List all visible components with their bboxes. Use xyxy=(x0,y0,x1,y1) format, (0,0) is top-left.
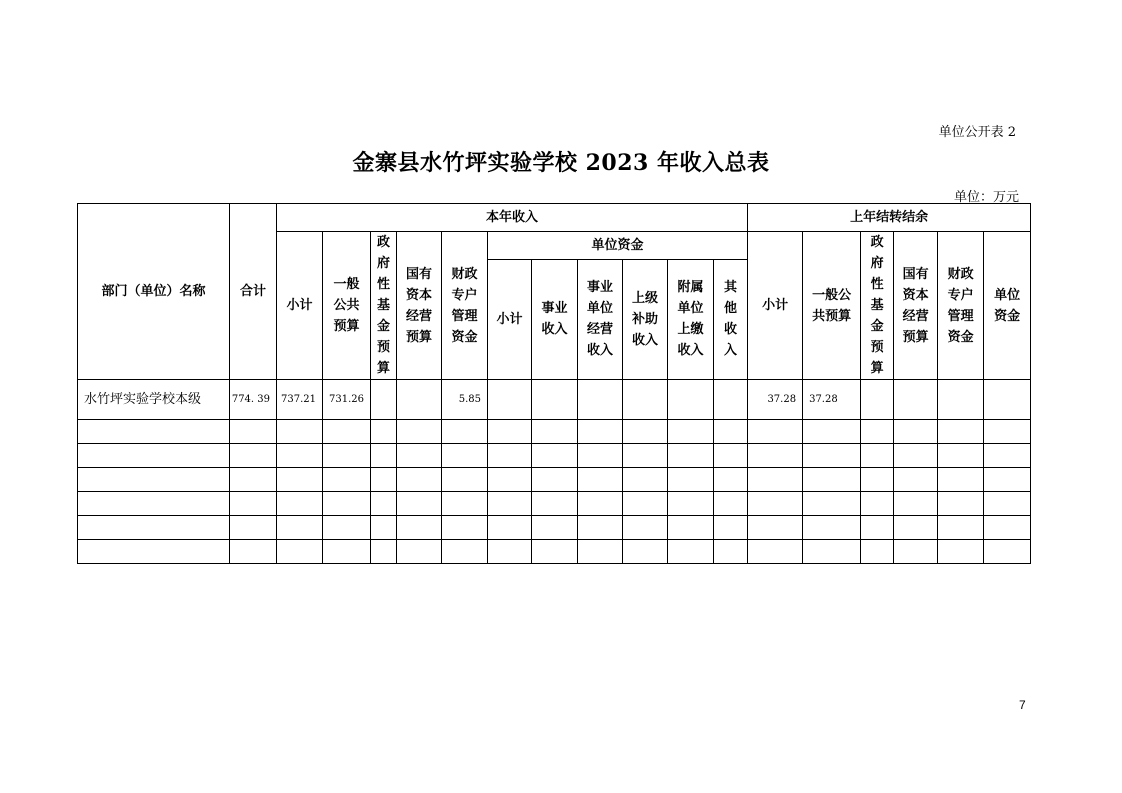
cell-fiscal-special-fund: 5.85 xyxy=(442,380,488,420)
table-row-empty xyxy=(78,540,1031,564)
table-cell-empty xyxy=(397,420,442,444)
table-cell-empty xyxy=(78,540,230,564)
table-cell-empty xyxy=(714,516,748,540)
table-cell-empty xyxy=(532,540,578,564)
table-cell-empty xyxy=(78,468,230,492)
table-cell-empty xyxy=(532,492,578,516)
header-unit-funds-subtotal: 小计 xyxy=(488,259,532,379)
table-cell-empty xyxy=(748,444,803,468)
table-cell-empty xyxy=(938,540,984,564)
table-cell-empty xyxy=(230,540,277,564)
table-cell-empty xyxy=(894,492,938,516)
table-cell-empty xyxy=(323,540,371,564)
header-operating-income: 事业单位经营收入 xyxy=(578,259,623,379)
table-cell-empty xyxy=(861,444,894,468)
table-cell-empty xyxy=(277,444,323,468)
table-cell-empty xyxy=(894,516,938,540)
table-cell-empty xyxy=(984,540,1031,564)
table-cell-empty xyxy=(668,468,714,492)
table-cell-empty xyxy=(230,420,277,444)
table-cell-empty xyxy=(861,540,894,564)
table-cell-empty xyxy=(623,444,668,468)
cell-business-income xyxy=(532,380,578,420)
table-cell-empty xyxy=(578,516,623,540)
table-cell-empty xyxy=(230,468,277,492)
table-cell-empty xyxy=(623,468,668,492)
table-cell-empty xyxy=(78,444,230,468)
cell-superior-subsidy xyxy=(623,380,668,420)
table-row-empty xyxy=(78,444,1031,468)
table-cell-empty xyxy=(803,420,861,444)
table-cell-empty xyxy=(532,444,578,468)
table-cell-empty xyxy=(442,444,488,468)
table-cell-empty xyxy=(230,516,277,540)
table-cell-empty xyxy=(623,420,668,444)
table-cell-empty xyxy=(714,468,748,492)
header-state-capital-budget: 国有资本经营预算 xyxy=(397,232,442,380)
table-cell-empty xyxy=(861,492,894,516)
table-cell-empty xyxy=(323,444,371,468)
table-cell-empty xyxy=(984,516,1031,540)
table-cell-empty xyxy=(442,492,488,516)
table-cell-empty xyxy=(578,444,623,468)
table-cell-empty xyxy=(442,540,488,564)
table-cell-empty xyxy=(277,516,323,540)
table-cell-empty xyxy=(397,468,442,492)
table-cell-empty xyxy=(371,516,397,540)
table-cell-empty xyxy=(714,444,748,468)
table-cell-empty xyxy=(323,420,371,444)
header-superior-subsidy: 上级补助收入 xyxy=(623,259,668,379)
table-cell-empty xyxy=(748,516,803,540)
header-fiscal-special-fund: 财政专户管理资金 xyxy=(442,232,488,380)
header-carry-subtotal: 小计 xyxy=(748,232,803,380)
cell-carry-unit-funds xyxy=(984,380,1031,420)
table-cell-empty xyxy=(984,444,1031,468)
table-cell-empty xyxy=(371,420,397,444)
table-cell-empty xyxy=(488,492,532,516)
table-cell-empty xyxy=(668,444,714,468)
cell-subtotal: 737.21 xyxy=(277,380,323,420)
cell-carry-general-budget: 37.28 xyxy=(803,380,861,420)
cell-affiliate-income xyxy=(668,380,714,420)
table-cell-empty xyxy=(623,540,668,564)
header-current-year-income: 本年收入 xyxy=(277,204,748,232)
table-cell-empty xyxy=(714,540,748,564)
table-cell-empty xyxy=(861,420,894,444)
header-carry-unit-funds: 单位资金 xyxy=(984,232,1031,380)
table-cell-empty xyxy=(984,468,1031,492)
table-cell-empty xyxy=(748,540,803,564)
header-subtotal: 小计 xyxy=(277,232,323,380)
table-cell-empty xyxy=(668,420,714,444)
table-cell-empty xyxy=(323,492,371,516)
cell-total: 774. 39 xyxy=(230,380,277,420)
table-cell-empty xyxy=(371,540,397,564)
cell-dept-name: 水竹坪实验学校本级 xyxy=(78,380,230,420)
table-cell-empty xyxy=(78,420,230,444)
table-cell-empty xyxy=(78,492,230,516)
cell-unit-funds-subtotal xyxy=(488,380,532,420)
table-cell-empty xyxy=(230,492,277,516)
table-cell-empty xyxy=(984,420,1031,444)
table-cell-empty xyxy=(277,492,323,516)
header-carry-fiscal-special-fund: 财政专户管理资金 xyxy=(938,232,984,380)
table-cell-empty xyxy=(894,444,938,468)
cell-general-budget: 731.26 xyxy=(323,380,371,420)
table-cell-empty xyxy=(371,492,397,516)
table-cell-empty xyxy=(894,420,938,444)
header-dept-name: 部门（单位）名称 xyxy=(78,204,230,380)
table-cell-empty xyxy=(397,516,442,540)
table-cell-empty xyxy=(714,420,748,444)
page-number: 7 xyxy=(1019,698,1026,712)
table-cell-empty xyxy=(397,444,442,468)
form-code: 单位公开表 2 xyxy=(938,125,1016,140)
table-cell-empty xyxy=(442,420,488,444)
cell-other-income xyxy=(714,380,748,420)
table-cell-empty xyxy=(984,492,1031,516)
table-cell-empty xyxy=(748,468,803,492)
unit-label: 单位：万元 xyxy=(953,190,1019,205)
table-cell-empty xyxy=(748,420,803,444)
cell-operating-income xyxy=(578,380,623,420)
table-cell-empty xyxy=(623,492,668,516)
table-cell-empty xyxy=(803,468,861,492)
header-business-income: 事业收入 xyxy=(532,259,578,379)
table-row-empty xyxy=(78,420,1031,444)
table-row-empty xyxy=(78,492,1031,516)
header-unit-funds: 单位资金 xyxy=(488,232,748,260)
table-cell-empty xyxy=(371,468,397,492)
header-prior-year-carryover: 上年结转结余 xyxy=(748,204,1031,232)
header-carry-general-budget: 一般公共预算 xyxy=(803,232,861,380)
table-cell-empty xyxy=(938,492,984,516)
table-row-empty xyxy=(78,516,1031,540)
table-cell-empty xyxy=(861,468,894,492)
table-row xyxy=(78,380,1031,420)
cell-carry-gov-fund-budget xyxy=(861,380,894,420)
table-cell-empty xyxy=(938,468,984,492)
table-cell-empty xyxy=(578,540,623,564)
table-cell-empty xyxy=(277,540,323,564)
header-affiliate-income: 附属单位上缴收入 xyxy=(668,259,714,379)
table-cell-empty xyxy=(748,492,803,516)
table-cell-empty xyxy=(668,516,714,540)
table-cell-empty xyxy=(230,444,277,468)
header-other-income: 其他收入 xyxy=(714,259,748,379)
header-general-budget: 一般公共预算 xyxy=(323,232,371,380)
table-cell-empty xyxy=(488,468,532,492)
table-cell-empty xyxy=(532,420,578,444)
header-carry-gov-fund-budget: 政府性基金预算 xyxy=(861,232,894,380)
table-cell-empty xyxy=(442,516,488,540)
table-cell-empty xyxy=(894,468,938,492)
table-cell-empty xyxy=(803,492,861,516)
table-cell-empty xyxy=(578,492,623,516)
table-cell-empty xyxy=(938,516,984,540)
table-cell-empty xyxy=(277,420,323,444)
table-cell-empty xyxy=(578,468,623,492)
table-cell-empty xyxy=(668,540,714,564)
table-cell-empty xyxy=(78,516,230,540)
table-cell-empty xyxy=(938,420,984,444)
table-cell-empty xyxy=(623,516,668,540)
cell-carry-subtotal: 37.28 xyxy=(748,380,803,420)
table-cell-empty xyxy=(532,468,578,492)
header-carry-state-capital-budget: 国有资本经营预算 xyxy=(894,232,938,380)
table-cell-empty xyxy=(488,516,532,540)
income-summary-table xyxy=(77,203,1031,564)
table-cell-empty xyxy=(803,540,861,564)
cell-carry-state-capital-budget xyxy=(894,380,938,420)
header-gov-fund-budget: 政府性基金预算 xyxy=(371,232,397,380)
table-cell-empty xyxy=(861,516,894,540)
table-cell-empty xyxy=(578,420,623,444)
page-title: 金寨县水竹坪实验学校 2023 年收入总表 xyxy=(352,150,770,176)
table-cell-empty xyxy=(894,540,938,564)
table-cell-empty xyxy=(277,468,323,492)
table-cell-empty xyxy=(488,444,532,468)
cell-gov-fund-budget xyxy=(371,380,397,420)
table-cell-empty xyxy=(532,516,578,540)
table-cell-empty xyxy=(323,516,371,540)
header-total: 合计 xyxy=(230,204,277,380)
table-cell-empty xyxy=(938,444,984,468)
table-cell-empty xyxy=(371,444,397,468)
table-cell-empty xyxy=(397,492,442,516)
table-cell-empty xyxy=(668,492,714,516)
table-cell-empty xyxy=(488,540,532,564)
table-cell-empty xyxy=(714,492,748,516)
table-cell-empty xyxy=(488,420,532,444)
table-cell-empty xyxy=(803,444,861,468)
cell-carry-fiscal-special-fund xyxy=(938,380,984,420)
table-cell-empty xyxy=(442,468,488,492)
table-row-empty xyxy=(78,468,1031,492)
table-cell-empty xyxy=(803,516,861,540)
table-cell-empty xyxy=(323,468,371,492)
table-cell-empty xyxy=(397,540,442,564)
cell-state-capital-budget xyxy=(397,380,442,420)
